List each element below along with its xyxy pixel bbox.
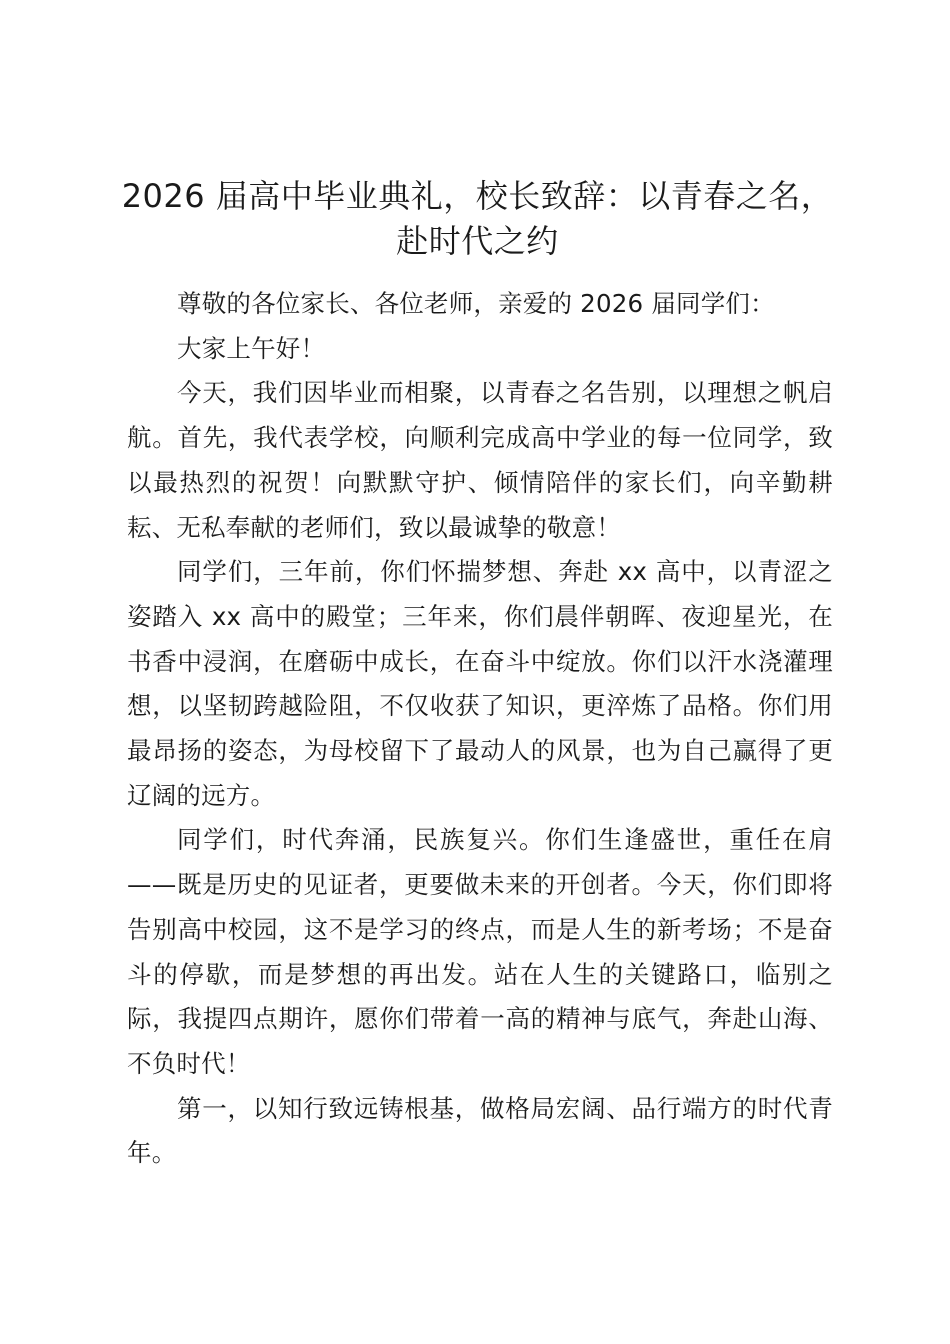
document-title: 2026 届高中毕业典礼，校长致辞：以青春之名，赴时代之约	[121, 177, 834, 260]
paragraph-opening: 今天，我们因毕业而相聚，以青春之名告别，以理想之帆启航。首先，我代表学校，向顺利完成高中学业的每一位同学，致以最热烈的祝贺！向默默守护、倾情陪伴的家长们，向辛勤耕耘、无私奉献的老师们，致以最诚挚的敬意！	[127, 378, 833, 542]
paragraph-first-point: 第一，以知行致远铸根基，做格局宏阔、品行端方的时代青年。	[127, 1093, 833, 1168]
document-body	[127, 282, 833, 1176]
paragraph-three-years: 同学们，三年前，你们怀揣梦想、奔赴 xx 高中，以青涩之姿踏入 xx 高中的殿堂；三年来，你们晨伴朝晖、夜迎星光，在书香中浸润，在磨砺中成长，在奋斗中绽放。你们以汗水浇灌理想，以坚韧跨越险阻，不仅收获了知识，更淬炼了品格。你们用最昂扬的姿态，为母校留下了最动人的风景，也为自己赢得了更辽阔的远方。	[127, 557, 833, 810]
greeting: 大家上午好！	[177, 333, 326, 363]
salutation: 尊敬的各位家长、各位老师，亲爱的 2026 届同学们：	[177, 289, 775, 318]
paragraph-era: 同学们，时代奔涌，民族复兴。你们生逢盛世，重任在肩——既是历史的见证者，更要做未来的开创者。今天，你们即将告别高中校园，这不是学习的终点，而是人生的新考场；不是奋斗的停歇，而是梦想的再出发。站在人生的关键路口，临别之际，我提四点期许，愿你们带着一高的精神与底气，奔赴山海、不负时代！	[127, 825, 833, 1078]
